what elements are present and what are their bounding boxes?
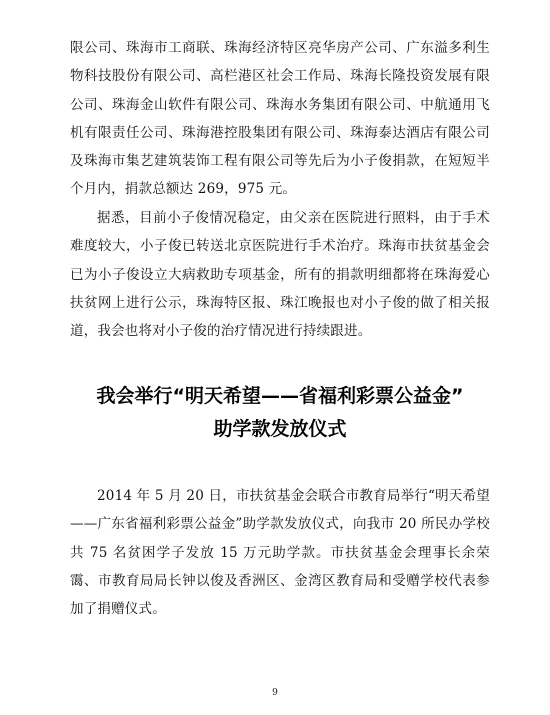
paragraph-treatment-update: 据悉，目前小子俊情况稳定，由父亲在医院进行照料，由于手术难度较大，小子俊已转送北京医院进行手术治疗。珠海市扶贫基金会已为小子俊设立大病救助专项基金，所有的捐款明细都将在珠海爱心扶贫网上进行公示，珠海特区报、珠江晚报也对小子俊的做了相关报道，我会也将对小子俊的治疗情况进行持续跟进。 xyxy=(70,210,490,340)
paragraph-donor-list: 限公司、珠海市工商联、珠海经济特区亮华房产公司、广东溢多利生物科技股份有限公司、高栏港区社会工作局、珠海长隆投资发展有限公司、珠海金山软件有限公司、珠海水务集团有限公司、中航通用飞机有限责任公司、珠海港控股集团有限公司、珠海泰达酒店有限公司及珠海市集艺建筑装饰工程有限公司等先后为小子俊捐款，在短短半个月内，捐款总额达 269，975 元。 xyxy=(70,40,490,198)
section-heading-line-2: 助学款发放仪式 xyxy=(213,418,347,440)
page-number: 9 xyxy=(272,688,278,698)
section-heading-line-1: 我会举行“明天希望——省福利彩票公益金” xyxy=(96,385,464,407)
paragraph-scholarship-ceremony: 2014 年 5 月 20 日，市扶贫基金会联合市教育局举行“明天希望——广东省福利彩票公益金”助学款发放仪式，向我市 20 所民办学校共 75 名贫困学子发放 15 万元助学款。市扶贫基金会理事长余荣霭、市教育局局长钟以俊及香洲区、金湾区教育局和受赠学校代表参加了捐赠仪式。 xyxy=(70,488,490,618)
section-heading xyxy=(60,380,500,446)
